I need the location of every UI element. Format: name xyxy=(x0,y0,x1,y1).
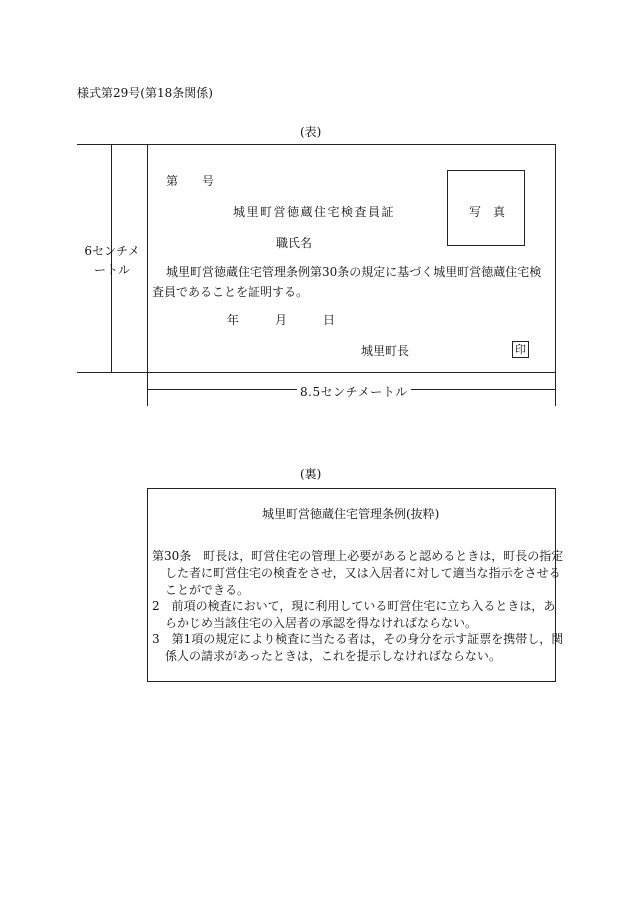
height-dimension-label: 6センチメートル xyxy=(84,244,140,277)
front-top-rule xyxy=(77,144,556,145)
certification-text: 城里町営徳蔵住宅管理条例第30条の規定に基づく城里町営徳蔵住宅検査員であることを証明する。 xyxy=(152,265,542,299)
form-id: 様式第29号(第18条関係) xyxy=(77,86,213,100)
front-side-label: (表) xyxy=(300,125,322,139)
seal-mark: 印 xyxy=(512,341,529,358)
photo-label: 写 真 xyxy=(469,205,506,219)
width-dimension-label: 8.5センチメートル xyxy=(297,383,411,400)
date-line: 年 月 日 xyxy=(227,313,336,327)
article-30-item-2: 2 前項の検査において，現に利用している町営住宅に立ち入るときは，あらかじめ当該住宅の入居者の承認を得なければならない。 xyxy=(152,599,556,630)
excerpt-title: 城里町営徳蔵住宅管理条例(抜粋) xyxy=(262,507,440,521)
front-bottom-rule xyxy=(77,372,556,373)
issuer-title: 城里町長 xyxy=(361,344,410,358)
card-right-edge xyxy=(555,144,556,406)
name-label: 職氏名 xyxy=(276,236,313,250)
article-30-item-3: 3 第1項の規定により検査に当たる者は，その身分を示す証票を携帯し，関係人の請求があったときは，これを提示しなければならない。 xyxy=(152,632,564,663)
card-number: 第 号 xyxy=(166,174,215,188)
card-title: 城里町営徳蔵住宅検査員証 xyxy=(233,205,396,219)
card-left-edge xyxy=(147,144,148,406)
back-side-label: (裏) xyxy=(300,467,322,481)
article-30-paragraph: 第30条 町長は，町営住宅の管理上必要があると認めるときは，町長の指定した者に町営住宅の検査をさせ，又は入居者に対して適当な指示をさせることができる。 xyxy=(152,549,564,597)
